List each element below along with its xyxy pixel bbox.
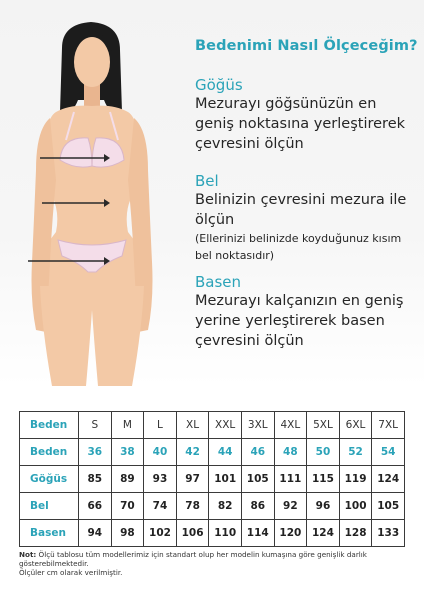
- chest-text-line: geniş noktasına yerleştirerek: [195, 116, 406, 132]
- guide-heading: Bedenimi Nasıl Ölçeceğim?: [195, 38, 418, 54]
- waist-text-line: ölçün: [195, 212, 235, 228]
- value-cell: 120: [274, 520, 307, 547]
- chest-section: [195, 76, 405, 154]
- note-prefix: Not:: [19, 550, 37, 559]
- size-cell: 4XL: [274, 412, 307, 439]
- table-row: [20, 466, 405, 493]
- row-label: Bel: [20, 493, 79, 520]
- value-cell: 85: [79, 466, 112, 493]
- value-cell: 110: [209, 520, 242, 547]
- value-cell: 52: [339, 439, 372, 466]
- row-label: Basen: [20, 520, 79, 547]
- value-cell: 115: [307, 466, 340, 493]
- value-cell: 96: [307, 493, 340, 520]
- value-cell: 114: [241, 520, 274, 547]
- body-figure-illustration: [0, 0, 190, 386]
- value-cell: 48: [274, 439, 307, 466]
- size-cell: XXL: [209, 412, 242, 439]
- size-cell: L: [144, 412, 177, 439]
- value-cell: 89: [111, 466, 144, 493]
- value-cell: 111: [274, 466, 307, 493]
- value-cell: 70: [111, 493, 144, 520]
- size-cell: M: [111, 412, 144, 439]
- hip-text-line: çevresini ölçün: [195, 333, 304, 349]
- table-row: [20, 439, 405, 466]
- row-label: Beden: [20, 439, 79, 466]
- value-cell: 128: [339, 520, 372, 547]
- value-cell: 42: [176, 439, 209, 466]
- size-cell: 5XL: [307, 412, 340, 439]
- value-cell: 102: [144, 520, 177, 547]
- value-cell: 124: [307, 520, 340, 547]
- note-line-2: Ölçüler cm olarak verilmiştir.: [19, 568, 123, 577]
- size-cell: XL: [176, 412, 209, 439]
- value-cell: 46: [241, 439, 274, 466]
- value-cell: 82: [209, 493, 242, 520]
- size-chart-table: [19, 411, 405, 547]
- chest-title: Göğüs: [195, 76, 243, 94]
- hip-text-line: yerine yerleştirerek basen: [195, 313, 385, 329]
- size-header-row: [20, 412, 405, 439]
- value-cell: 86: [241, 493, 274, 520]
- value-cell: 40: [144, 439, 177, 466]
- value-cell: 98: [111, 520, 144, 547]
- value-cell: 78: [176, 493, 209, 520]
- value-cell: 133: [372, 520, 405, 547]
- value-cell: 105: [241, 466, 274, 493]
- value-cell: 93: [144, 466, 177, 493]
- hip-text-line: Mezurayı kalçanızın en geniş: [195, 293, 404, 309]
- value-cell: 66: [79, 493, 112, 520]
- hip-title: Basen: [195, 273, 242, 291]
- chest-text-line: çevresini ölçün: [195, 136, 304, 152]
- value-cell: 38: [111, 439, 144, 466]
- value-cell: 106: [176, 520, 209, 547]
- value-cell: 101: [209, 466, 242, 493]
- row-label: Göğüs: [20, 466, 79, 493]
- value-cell: 119: [339, 466, 372, 493]
- value-cell: 44: [209, 439, 242, 466]
- size-cell: S: [79, 412, 112, 439]
- value-cell: 50: [307, 439, 340, 466]
- value-cell: 36: [79, 439, 112, 466]
- waist-title: Bel: [195, 172, 219, 190]
- waist-note-line: bel noktasıdır): [195, 249, 275, 262]
- value-cell: 92: [274, 493, 307, 520]
- value-cell: 94: [79, 520, 112, 547]
- waist-note-line: (Ellerinizi belinizde koyduğunuz kısım: [195, 232, 402, 245]
- size-cell: 3XL: [241, 412, 274, 439]
- chest-text-line: Mezurayı göğsünüzün en: [195, 96, 377, 112]
- hip-section: [195, 273, 404, 351]
- value-cell: 100: [339, 493, 372, 520]
- waist-section: [195, 172, 406, 264]
- size-cell: 7XL: [372, 412, 405, 439]
- table-row: [20, 520, 405, 547]
- value-cell: 54: [372, 439, 405, 466]
- value-cell: 105: [372, 493, 405, 520]
- size-cell: 6XL: [339, 412, 372, 439]
- table-row: [20, 493, 405, 520]
- value-cell: 97: [176, 466, 209, 493]
- row-label: Beden: [20, 412, 79, 439]
- footnote: [19, 550, 414, 577]
- legs-shape: [40, 286, 144, 386]
- value-cell: 124: [372, 466, 405, 493]
- face-shape: [74, 37, 110, 87]
- note-line-1: Ölçü tablosu tüm modellerimiz için standart olup her modelin kumaşına göre genişlik darlık gösterebilmektedir.: [19, 550, 367, 568]
- waist-text-line: Belinizin çevresini mezura ile: [195, 192, 407, 208]
- value-cell: 74: [144, 493, 177, 520]
